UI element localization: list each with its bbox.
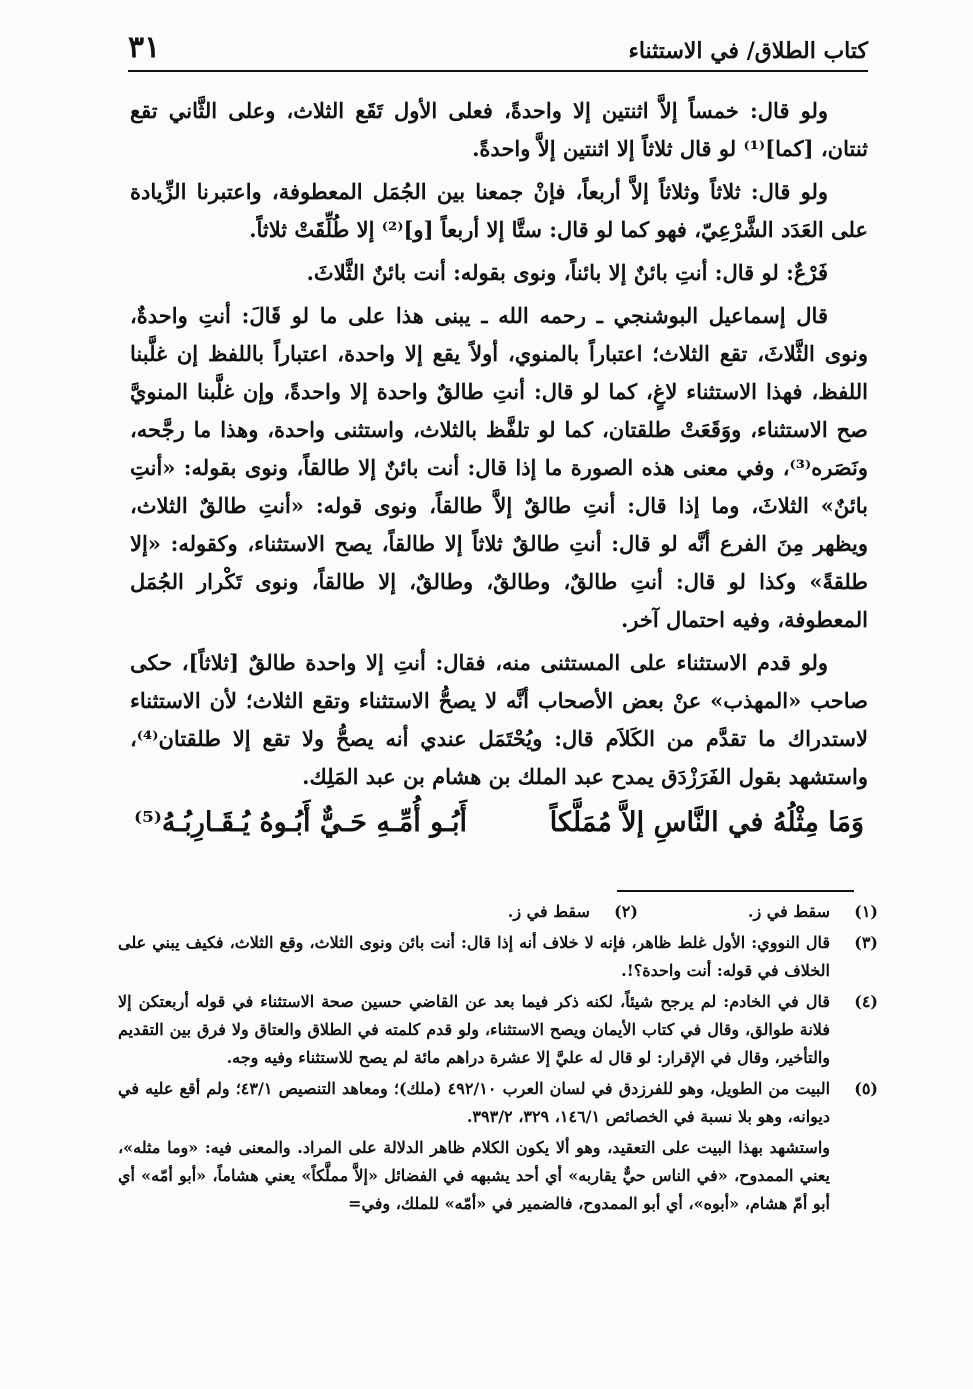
verse-hemistich-first: وَمَا مِثْلُهُ في النَّاسِ إلاَّ مُمَلَّكاً (549, 807, 864, 838)
paragraph: ولو قال: خمساً إلاَّ اثنتين إلا واحدةً، فعلى الأول تَقَع الثلاث، وعلى الثَّاني تقع ثنتان، [كما]⁽¹⁾ لو قال ثلاثاً إلا اثنتين إلاَّ واحدةً. (130, 98, 868, 161)
header-rule (128, 70, 868, 72)
verse-hemistich-second: أَبُـو أُمِّـهِ حَـيٌّ أَبُـوهُ يُـقَـارِبُـهُ⁽⁵⁾ (134, 807, 468, 838)
footnote (508, 898, 638, 926)
footnotes (118, 898, 878, 1218)
footnote-continuation (118, 1134, 878, 1218)
footnote (118, 988, 878, 1072)
footnote-separator (617, 890, 854, 892)
paragraph: قال إسماعيل البوشنجي ـ رحمه الله ـ يبنى هذا على ما لو قَالَ: أنتِ واحدةٌ، ونوى الثَّلاثَ، تقع الثلاث؛ اعتباراً بالمنوي، أولاً يقع إلا واحدة، اعتباراً باللفظ إن غلَّبنا اللفظ، فهذا الاستثناء لاغٍ، كما لو قال: أنتِ طالقٌ واحدة إلا واحدةً، وإن غلَّبنا المنويَّ صح الاستثناء، ووَقَعَتْ طلقتان، كما لو تلفَّظ بالثلاث، واستثنى واحدة، وهذا ما رجَّحه، ونَصَره⁽³⁾، وفي معنى هذه الصورة ما إذا قال: أنت بائنٌ إلا طالقاً، ونوى بقوله: «أنتِ بائنٌ» الثلاثَ، وما إذا قال: أنتِ طالقٌ إلاَّ طالقاً، ونوى قوله: «أنتِ طالقٌ الثلاث، ويظهر مِنَ الفرع أنَّه لو قال: أنتِ طالقٌ ثلاثاً إلا طالقاً، يصح الاستثناء، وكقوله: «إلا طلقةً» وكذا لو قال: أنتِ طالقٌ، وطالقٌ، وطالقٌ، إلا طالقاً، ونوى تَكْرار الجُمَل المعطوفة، وفيه احتمال آخر. (130, 303, 868, 632)
footnote-indent (830, 1134, 878, 1218)
poetry-verse (130, 801, 868, 845)
footnote-text: قال في الخادم: لم يرجح شيئاً، لكنه ذكر فيما بعد عن القاضي حسين صحة الاستثناء في قوله أربعتكن إلا فلانة طوالق، وقال في كتاب الأيمان ويصح الاستثناء، ولو قدم كلمته في الطلاق والعتاق ولا فرق بين التقديم والتأخير، وقال في الإقرار: لو قال له عليَّ إلا عشرة دراهم مائة لم يصح للاستثناء وفيه وجه. (118, 992, 831, 1067)
footnote-text: قال النووي: الأول غلط ظاهر، فإنه لا خلاف أنه إذا قال: أنت بائن ونوى الثلاث، وقع الثلاث، فكيف يبني على الخلاف في قوله: أنت واحدة؟!. (118, 933, 830, 980)
footnote-number: (٥) (854, 1079, 878, 1098)
footnote (118, 1075, 878, 1131)
page-number: ٣١ (128, 30, 161, 65)
page-header (128, 26, 868, 70)
paragraph: ولو قدم الاستثناء على المستثنى منه، فقال: أنتِ إلا واحدة طالقٌ [ثلاثاً]، حكى صاحب «المهذب» عنْ بعض الأصحاب أنَّه لا يصحُّ الاستثناء وتقع الثلاث؛ لأن الاستثناء لاستدراك ما تقدَّم من الكَلاَم قال: ويُحْتَمَل عندي أنه يصحُّ ولا تقع إلا طلقتان⁽⁴⁾، واستشهد بقول الفَرَزْدَق يمدح عبد الملك بن هشام بن عبد المَلِك. (130, 650, 868, 789)
main-text (130, 92, 868, 845)
footnote (748, 898, 878, 926)
running-title: كتاب الطلاق/ في الاستثناء (628, 38, 868, 64)
footnote (118, 929, 878, 985)
footnote-text: واستشهد بهذا البيت على التعقيد، وهو ألا يكون الكلام ظاهر الدلالة على المراد. والمعنى فيه: «وما مثله»، يعني الممدوح، «في الناس حيٌّ يقاربه» أي أحد يشبهه في الفضائل «إلاَّ مملَّكاً» يعني هشاماً، «أبو أمّه» أي أبو أمّ هشام، «أبوه»، أي أبو الممدوح، فالضمير في «أمّه» للملك، وفي= (118, 1138, 830, 1213)
paragraph: ولو قال: ثلاثاً وثلاثاً إلاَّ أربعاً، فإنْ جمعنا بين الجُمَل المعطوفة، واعتبرنا الزِّيادة على العَدَد الشَّرْعِيّ، فهو كما لو قال: ستَّا إلا أربعاً [و]⁽²⁾ إلا طُلِّقَتْ ثلاثاً. (130, 179, 868, 242)
footnote-number: (١) (854, 902, 878, 921)
footnote-number: (٤) (854, 992, 878, 1011)
footnote-pair (118, 898, 878, 929)
footnote-number: (٢) (614, 902, 638, 921)
footnote-text: سقط في ز. (507, 902, 590, 921)
footnote-text: البيت من الطويل، وهو للفرزدق في لسان العرب ٤٩٢/١٠ (ملك)؛ ومعاهد التنصيص ٤٣/١؛ ولم أقع عليه في ديوانه، وهو بلا نسبة في الخصائص ١٤٦/١، ٣٢٩، ٣٩٣/٢. (118, 1079, 831, 1126)
footnote-text: سقط في ز. (747, 902, 830, 921)
footnote-number: (٣) (854, 933, 878, 952)
paragraph: فَرْعٌ: لو قال: أنتِ بائنٌ إلا بائناً، ونوى بقوله: أنت بائنٌ الثَّلاثَ. (306, 260, 828, 285)
